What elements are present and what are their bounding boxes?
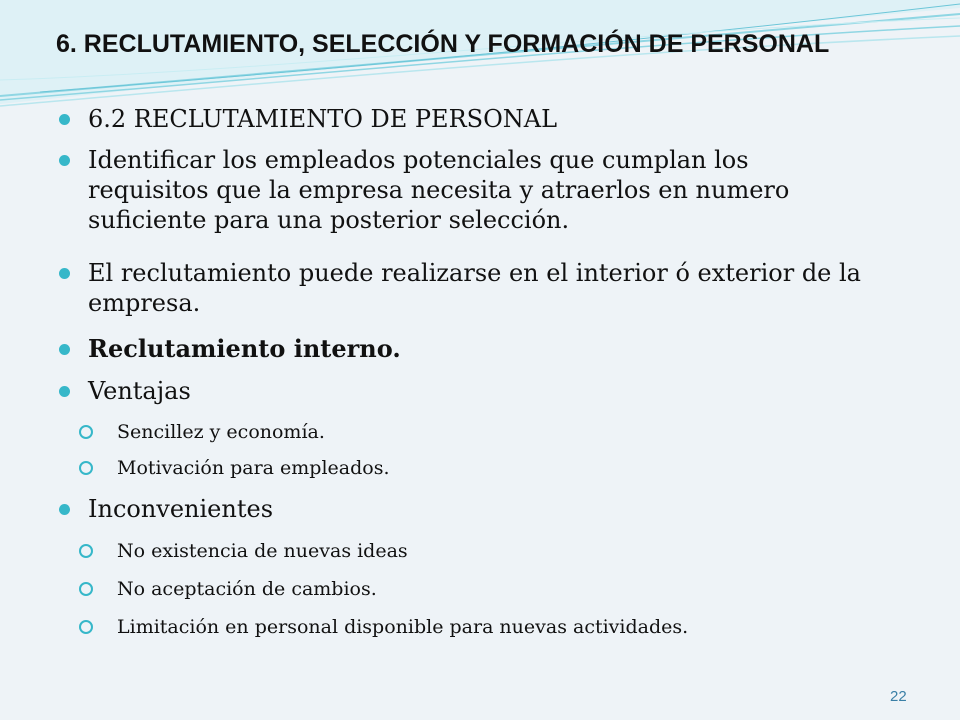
filled-circle-icon bbox=[59, 155, 70, 166]
bullet-text: El reclutamiento puede realizarse en el interior ó exterior de la empresa. bbox=[88, 259, 861, 317]
sub-bullet-text: Sencillez y economía. bbox=[117, 421, 325, 443]
section-heading: 6.2 RECLUTAMIENTO DE PERSONAL bbox=[88, 105, 558, 133]
sub-list-item bbox=[117, 419, 897, 445]
list-item bbox=[88, 104, 888, 134]
bullet-text: Ventajas bbox=[88, 377, 191, 405]
sub-list-item bbox=[117, 614, 897, 640]
sub-bullet-text: No aceptación de cambios. bbox=[117, 578, 377, 600]
sub-list-item bbox=[117, 576, 897, 602]
list-item bbox=[88, 258, 878, 318]
list-item bbox=[88, 376, 888, 406]
ring-icon bbox=[79, 425, 93, 439]
filled-circle-icon bbox=[59, 344, 70, 355]
sub-bullet-text: Motivación para empleados. bbox=[117, 457, 390, 479]
ring-icon bbox=[79, 544, 93, 558]
list-item bbox=[88, 145, 868, 235]
ring-icon bbox=[79, 461, 93, 475]
filled-circle-icon bbox=[59, 386, 70, 397]
slide-title: 6. RECLUTAMIENTO, SELECCIÓN Y FORMACIÓN DE PERSONAL bbox=[56, 30, 830, 58]
filled-circle-icon bbox=[59, 504, 70, 515]
sub-bullet-text: No existencia de nuevas ideas bbox=[117, 540, 408, 562]
ring-icon bbox=[79, 582, 93, 596]
filled-circle-icon bbox=[59, 268, 70, 279]
bullet-text: Inconvenientes bbox=[88, 495, 274, 523]
sub-bullet-text: Limitación en personal disponible para nuevas actividades. bbox=[117, 616, 689, 638]
page-number: 22 bbox=[890, 688, 907, 705]
list-item bbox=[88, 334, 888, 364]
ring-icon bbox=[79, 620, 93, 634]
list-item bbox=[88, 494, 888, 524]
bullet-text: Reclutamiento interno. bbox=[88, 334, 401, 363]
sub-list-item bbox=[117, 538, 897, 564]
filled-circle-icon bbox=[59, 114, 70, 125]
bullet-text: Identificar los empleados potenciales que cumplan los requisitos que la empresa necesita y atraerlos en numero suficiente para una posterior selección. bbox=[88, 146, 790, 234]
sub-list-item bbox=[117, 455, 897, 481]
